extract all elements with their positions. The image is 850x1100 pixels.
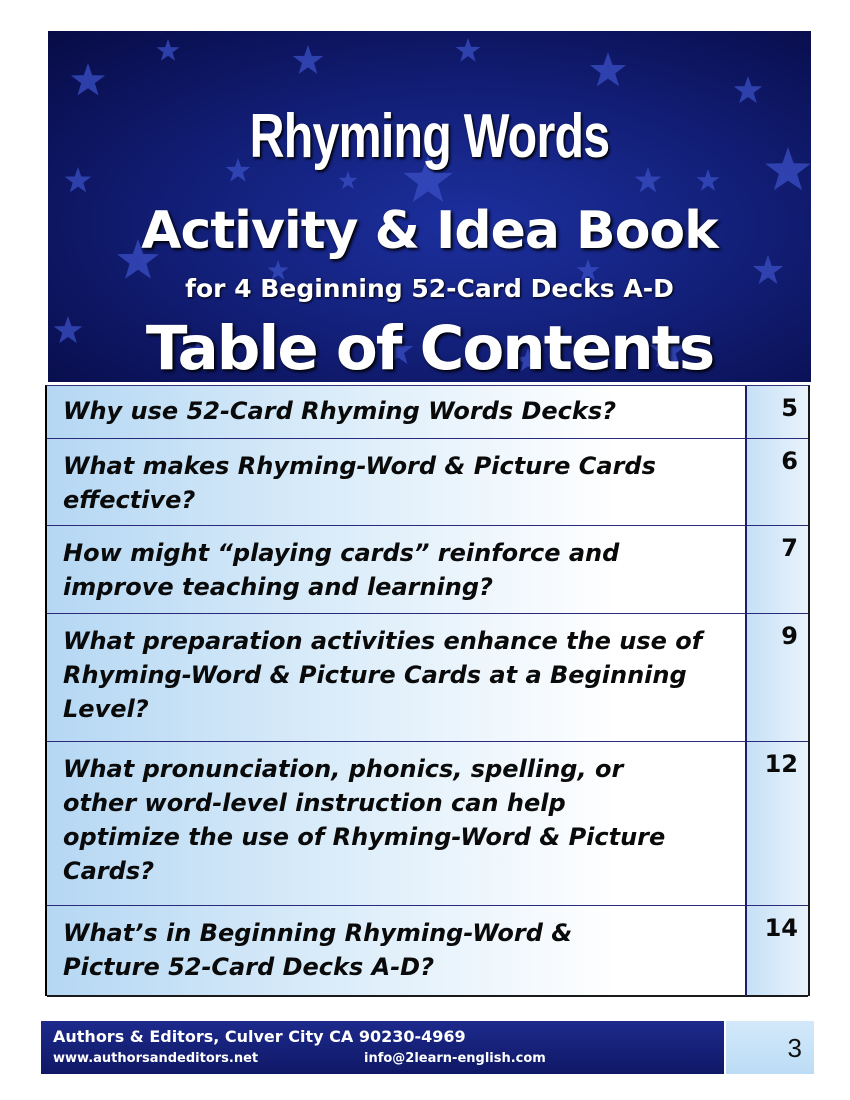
toc-page-number: 5 [781,394,798,422]
toc-row[interactable] [47,526,808,614]
email-link[interactable]: info@2learn-english.com [364,1051,546,1066]
column-divider [745,386,747,996]
toc-row[interactable] [47,906,808,997]
toc-page-number: 14 [764,914,798,942]
toc-page-number: 9 [781,622,798,650]
table-of-contents [45,385,810,996]
toc-question: How might “playing cards” reinforce and improve teaching and learning? [63,539,620,601]
toc-page-number: 12 [764,750,798,778]
toc-row[interactable] [47,614,808,742]
toc-question: What preparation activities enhance the use of Rhyming-Word & Picture Cards at a Beginning Level? [63,627,703,723]
title-banner [48,31,811,382]
website-link[interactable]: www.authorsandeditors.net [53,1051,259,1066]
toc-question: What makes Rhyming-Word & Picture Cards effective? [63,452,656,514]
page-number: 3 [787,1033,802,1063]
page-number-box [726,1021,814,1074]
toc-row[interactable] [47,386,808,439]
book-subtitle-decks: for 4 Beginning 52-Card Decks A-D [185,274,674,303]
toc-row[interactable] [47,439,808,526]
toc-question: What’s in Beginning Rhyming-Word & Picture 52-Card Decks A-D? [63,919,573,981]
toc-row[interactable] [47,742,808,906]
page-title: Table of Contents [145,313,714,382]
book-subtitle: Activity & Idea Book [141,201,718,261]
book-title: Rhyming Words [249,102,610,171]
publisher-address: Authors & Editors, Culver City CA 90230-4969 [53,1027,466,1046]
publisher-footer [41,1021,724,1074]
toc-question: What pronunciation, phonics, spelling, or other word-level instruction can help optimize the use of Rhyming-Word & Picture Cards? [63,755,666,885]
toc-page-number: 6 [781,447,798,475]
toc-page-number: 7 [781,534,798,562]
toc-question: Why use 52-Card Rhyming Words Decks? [63,397,617,425]
